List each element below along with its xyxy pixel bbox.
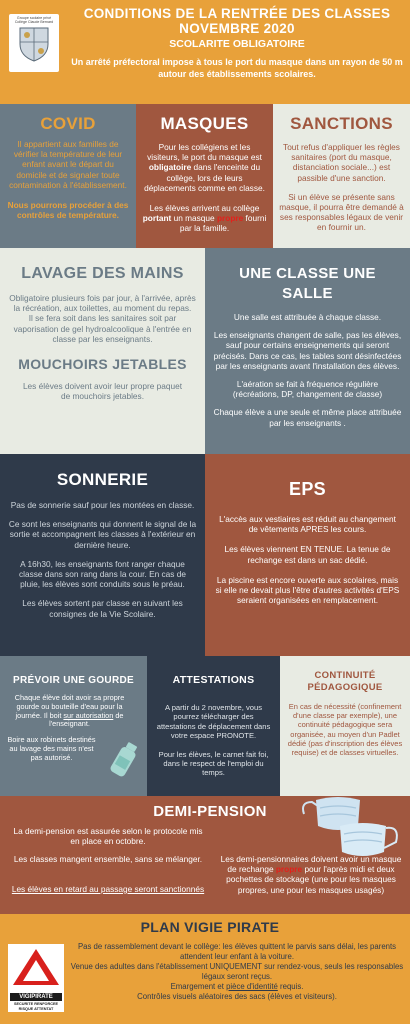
sanctions-title: SANCTIONS (290, 114, 393, 133)
vigipirate-logo (8, 944, 64, 1012)
mouchoirs-title: MOUCHOIRS JETABLES (18, 356, 187, 373)
sonnerie-p3: A 16h30, les enseignants font ranger chaque classe dans son rang dans la cour. En cas de pluie, les élèves sont conduits sous le préau. (19, 558, 186, 590)
page-title: CONDITIONS DE LA RENTRÉE DES CLASSES (83, 6, 391, 21)
masques-text2-bold: portant (142, 213, 172, 224)
classe-p2: Les enseignants changent de salle, pas les élèves, sauf pour certains enseignements qui seront précisés. Dans ce cas, les tables sont désinfectées par les enseignants avant l'installation des élèves. (213, 330, 402, 371)
masques-text-b: dans l'enceinte du collège, lors de leurs déplacements comme en classe. (144, 162, 265, 193)
demipension-p1: La demi-pension est assurée selon le protocole mis en place en octobre. (13, 826, 203, 847)
sonnerie-p4: Les élèves sortent par classe en suivant les consignes de la Vie Scolaire. (22, 598, 183, 619)
header (0, 0, 410, 104)
attestations-p1: A partir du 2 novembre, vous pourrez télécharger des attestations de déplacement dans votre espace PRONOTE. (156, 703, 271, 741)
vigipirate-logo-sub: SECURITE RENFORCEE RISQUE ATTENTAT (13, 1002, 59, 1011)
vigipirate-p3-u: pièce d'identité (226, 982, 278, 991)
gourde-p1-b: de l'enseignant. (49, 710, 124, 729)
eps-title: EPS (289, 479, 326, 499)
masques-text-a: Pour les collégiens et les visiteurs, le port du masque est (147, 142, 262, 163)
attestations-p2: Pour les élèves, le carnet fait foi, dans le respect de l'emploi du temps. (158, 749, 269, 778)
masques-text2-red: propre (216, 213, 244, 224)
demipension-p4 (216, 854, 406, 895)
page-title-date: NOVEMBRE 2020 (179, 21, 295, 36)
vigipirate-p3 (68, 982, 406, 992)
sanctions-section (273, 104, 410, 248)
classe-p1: Une salle est attribuée à chaque classe. (233, 312, 382, 322)
vigipirate-p3-b: requis. (277, 982, 304, 991)
demipension-p4-red: propre (275, 864, 303, 875)
attestations-title: ATTESTATIONS (172, 674, 255, 686)
vigipirate-p4: Contrôles visuels aléatoires des sacs (élèves et visiteurs). (137, 992, 337, 1001)
vigipirate-p1: Pas de rassemblement devant le collège: les élèves quittent le parvis sans délai, les parents attendent leur enfant à la voiture. (77, 942, 397, 961)
demipension-p3: Les élèves en retard au passage seront sanctionnés (11, 884, 205, 894)
vigipirate-triangle-icon (10, 946, 62, 988)
vigipirate-p2: Venue des adultes dans l'établissement UNIQUEMENT sur rendez-vous, seuls les responsables légaux seront reçus. (70, 962, 404, 981)
gourde-p1 (6, 694, 141, 729)
demipension-p4-a: Les demi-pensionnaires doivent avoir un masque de rechange (220, 854, 402, 875)
eps-section (205, 454, 410, 656)
eps-p1: L'accès aux vestiaires est réduit au changement de vêtements APRES les cours. (219, 514, 396, 535)
continuite-text: En cas de nécessité (confinement d'une classe par exemple), une continuité pédagogique sera organisée, au moyen d'un Padlet dédié (pas d'inscription des élèves requise) et de classes virtuelles. (287, 702, 403, 758)
lavage-text2: Il se fera soit dans les sanitaires soit par vaporisation de gel hydroalcoolique à l'entrée en classe par les enseignants. (13, 313, 192, 344)
masques-text2-a: Les élèves arrivent au collège (149, 203, 260, 214)
sonnerie-p1: Pas de sonnerie sauf pour les montées en classe. (10, 500, 195, 510)
sanctions-text: Tout refus d'appliquer les règles sanitaires (port du masque, distanciation sociale...) est passible d'une sanction. (283, 142, 400, 183)
gourde-title: PRÉVOIR UNE GOURDE (13, 675, 134, 686)
shield-crest-icon (10, 24, 58, 64)
covid-title: COVID (40, 114, 96, 133)
sonnerie-p2: Ce sont les enseignants qui donnent le signal de la sortie et accompagnent les classes à l'extérieur en dernière heure. (8, 519, 197, 550)
vigipirate-title: PLAN VIGIE PIRATE (140, 919, 280, 935)
demipension-section (0, 796, 410, 914)
classe-title: UNE CLASSE UNE SALLE (239, 265, 376, 302)
prefecture-notice: Un arrêté préfectoral impose à tous le port du masque dans un rayon de 50 m autour des établissements scolaires. (71, 57, 403, 79)
eps-p2: Les élèves viennent EN TENUE. La tenue de rechange est dans un sac dédié. (224, 544, 391, 565)
demipension-title: DEMI-PENSION (153, 803, 267, 820)
demipension-p2: Les classes mangent ensemble, sans se mélanger. (13, 854, 203, 864)
gourde-p2: Boire aux robinets destinés au lavage des mains n'est pas autorisé. (7, 735, 96, 762)
classe-section (205, 248, 410, 454)
mouchoirs-text: Les élèves doivent avoir leur propre paquet de mouchoirs jetables. (22, 381, 183, 402)
page-subtitle: SCOLARITE OBLIGATOIRE (169, 38, 305, 50)
masques-text2 (142, 203, 267, 234)
school-logo (9, 14, 59, 72)
masques-text (142, 142, 267, 193)
lavage-section (0, 248, 205, 454)
lavage-text: Obligatoire plusieurs fois par jour, à l'arrivée, après la récréation, aux toilettes, au moment du repas. (9, 293, 196, 314)
eps-p3: La piscine est encore ouverte aux scolaires, mais si elle ne devait plus l'être d'autres activités d'EPS seraient organisées en remplacement. (215, 574, 400, 606)
continuite-section (280, 656, 410, 796)
masques-text-bold: obligatoire (148, 162, 192, 173)
water-bottle-icon (108, 740, 140, 780)
classe-p3: L'aération se fait à fréquence régulière (récréations, DP, changement de classe) (232, 379, 383, 400)
vigipirate-section (0, 914, 410, 1024)
masques-text2-c: fourni par la famille. (179, 213, 267, 234)
logo-text-2: Collège Claude Bernard (14, 20, 54, 25)
sonnerie-title: SONNERIE (56, 470, 149, 489)
demipension-p4-b: pour l'après midi et deux pochettes de stockage (une pour les masques propres, une pour les masques usagés) (226, 864, 396, 895)
classe-p4: Chaque élève a une seule et même place attribuée par les enseignants . (213, 407, 402, 428)
sonnerie-section (0, 454, 205, 656)
masques-section (136, 104, 273, 248)
gourde-p1-u: sur autorisation (63, 710, 114, 720)
covid-note: Nous pourrons procéder à des contrôles de température. (7, 200, 129, 221)
covid-section (0, 104, 136, 248)
logo-text-1: Groupe scolaire privé (16, 16, 52, 20)
lavage-title: LAVAGE DES MAINS (21, 265, 184, 282)
sanctions-text2: Si un élève se présente sans masque, il pourra être demandé à ses responsables légaux de venir en fournir un. (279, 191, 404, 233)
vigipirate-logo-label: VIGIPIRATE (10, 993, 62, 1001)
vigipirate-p3-a: Emargement et (170, 982, 227, 991)
gourde-section (0, 656, 147, 796)
covid-text: Il appartient aux familles de vérifier la température de leur enfant avant le départ du domicile et de signaler toute contamination à l'établissement. (9, 139, 127, 190)
continuite-title: CONTINUITÉ PÉDAGOGIQUE (307, 670, 383, 693)
gourde-p1-a: Chaque élève doit avoir sa propre gourde ou bouteille d'eau pour la journée. Il boit (14, 693, 125, 720)
masques-text2-b: un masque (171, 213, 217, 224)
attestations-section (147, 656, 280, 796)
masques-title: MASQUES (160, 114, 249, 133)
